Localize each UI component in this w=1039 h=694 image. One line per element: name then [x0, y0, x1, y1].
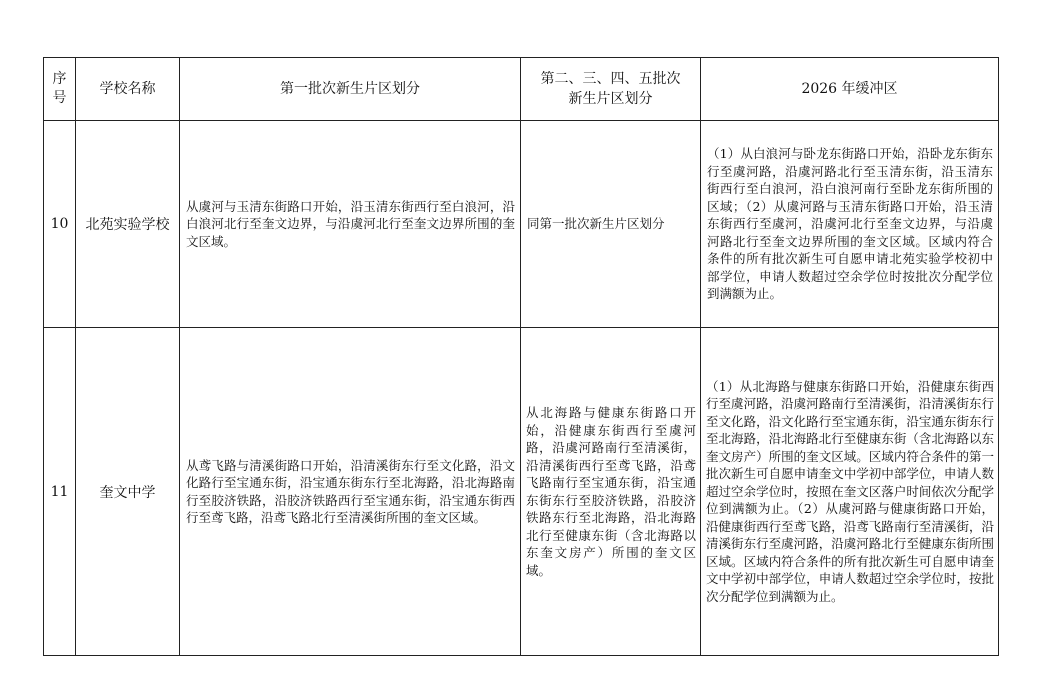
row-first-batch: 从虞河与玉清东街路口开始，沿玉清东街西行至白浪河，沿白浪河北行至奎文边界，与沿虞河北行至奎文边界所围的奎文区域。	[180, 121, 521, 328]
header-school-name: 学校名称	[76, 58, 180, 121]
table-row	[44, 121, 999, 328]
row-first-batch: 从鸢飞路与清溪街路口开始，沿清溪街东行至文化路，沿文化路行至宝通东街，沿宝通东街东行至北海路，沿北海路南行至胶济铁路，沿胶济铁路西行至宝通东街，沿宝通东街西行至鸢飞路，沿鸢飞路北行至清溪街所围的奎文区域。	[180, 328, 521, 656]
row-index: 10	[44, 121, 76, 328]
row-school-name: 奎文中学	[76, 328, 180, 656]
row-buffer-zone: （1）从白浪河与卧龙东街路口开始，沿卧龙东街东行至虞河路，沿虞河路北行至玉清东街，沿玉清东街西行至白浪河，沿白浪河南行至卧龙东街所围的区域；（2）从虞河路与玉清东街路口开始，沿玉清东街西行至虞河，沿虞河北行至奎文边界，与沿虞河路北行至奎文边界所围的奎文区域。区域内符合条件的所有批次新生可自愿申请北苑实验学校初中部学位，申请人数超过空余学位时按批次分配学位到满额为止。	[701, 121, 999, 328]
table-header-row	[44, 58, 999, 121]
zoning-table	[43, 57, 999, 656]
table-row	[44, 328, 999, 656]
row-later-batches: 从北海路与健康东街路口开始，沿健康东街西行至虞河路，沿虞河路南行至清溪街，沿清溪街西行至鸢飞路，沿鸢飞路南行至宝通东街，沿宝通东街东行至胶济铁路，沿胶济铁路东行至北海路，沿北海路北行至健康东街（含北海路以东奎文房产）所围的奎文区域。	[521, 328, 701, 656]
header-later-batches: 第二、三、四、五批次 新生片区划分	[521, 58, 701, 121]
header-buffer-zone: 2026 年缓冲区	[701, 58, 999, 121]
header-first-batch: 第一批次新生片区划分	[180, 58, 521, 121]
header-index: 序 号	[44, 58, 76, 121]
row-buffer-zone: （1）从北海路与健康东街路口开始，沿健康东街西行至虞河路，沿虞河路南行至清溪街，沿清溪街东行至文化路，沿文化路行至宝通东街，沿宝通东街东行至北海路，沿北海路北行至健康东街（含北海路以东奎文房产）所围的奎文区域。区域内符合条件的第一批次新生可自愿申请奎文中学初中部学位，申请人数超过空余学位时，按照在奎文区落户时间依次分配学位到满额为止。（2）从虞河路与健康街路口开始，沿健康街西行至鸢飞路，沿鸢飞路南行至清溪街，沿清溪街东行至虞河路，沿虞河路北行至健康东街所围区域。区域内符合条件的所有批次新生可自愿申请奎文中学初中部学位，申请人数超过空余学位时，按批次分配学位到满额为止。	[701, 328, 999, 656]
row-later-batches: 同第一批次新生片区划分	[521, 121, 701, 328]
row-index: 11	[44, 328, 76, 656]
row-school-name: 北苑实验学校	[76, 121, 180, 328]
